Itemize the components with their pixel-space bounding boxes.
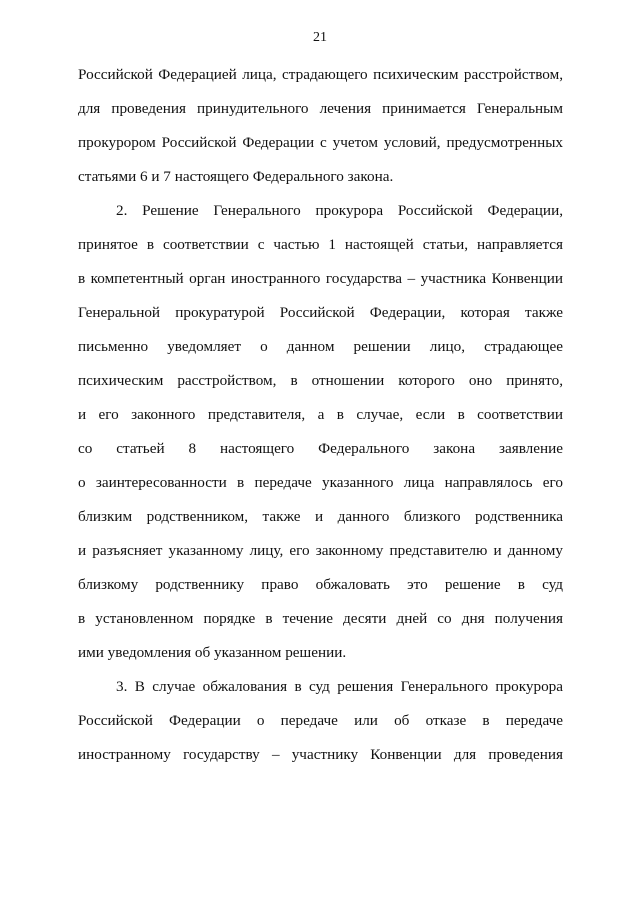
- text-line: ими уведомления об указанном решении.: [78, 644, 347, 661]
- text-line: в компетентный орган иностранного государства – участника Конвенции: [78, 270, 563, 287]
- text-line: Российской Федерацией лица, страдающего психическим расстройством,: [78, 66, 563, 83]
- text-line: близким родственником, также и данного близкого родственника: [78, 508, 563, 525]
- text-line: письменно уведомляет о данном решении лицо, страдающее: [78, 338, 563, 355]
- text-line: со статьей 8 настоящего Федерального закона заявление: [78, 440, 563, 457]
- paragraph: [78, 677, 563, 779]
- text-line: близкому родственнику право обжаловать это решение в суд: [78, 576, 563, 593]
- text-line: и его законного представителя, а в случае, если в соответствии: [78, 406, 563, 423]
- text-line: прокурором Российской Федерации с учетом условий, предусмотренных: [78, 134, 563, 151]
- text-line: психическим расстройством, в отношении которого оно принято,: [78, 372, 563, 389]
- text-line: иностранному государству – участнику Конвенции для проведения: [78, 746, 563, 763]
- text-line: 2. Решение Генерального прокурора Российской Федерации,: [116, 202, 563, 219]
- text-line: Генеральной прокуратурой Российской Федерации, которая также: [78, 304, 563, 321]
- paragraph: [78, 65, 563, 201]
- text-line: и разъясняет указанному лицу, его законному представителю и данному: [78, 542, 563, 559]
- text-line: статьями 6 и 7 настоящего Федерального закона.: [78, 168, 394, 185]
- page-number: 21: [313, 30, 327, 45]
- paragraph: [78, 201, 563, 677]
- document-body: [78, 65, 563, 779]
- text-line: 3. В случае обжалования в суд решения Генерального прокурора: [116, 678, 563, 695]
- text-line: о заинтересованности в передаче указанного лица направлялось его: [78, 474, 563, 491]
- text-line: принятое в соответствии с частью 1 настоящей статьи, направляется: [78, 236, 563, 253]
- text-line: для проведения принудительного лечения принимается Генеральным: [78, 100, 563, 117]
- text-line: Российской Федерации о передаче или об отказе в передаче: [78, 712, 563, 729]
- text-line: в установленном порядке в течение десяти дней со дня получения: [78, 610, 563, 627]
